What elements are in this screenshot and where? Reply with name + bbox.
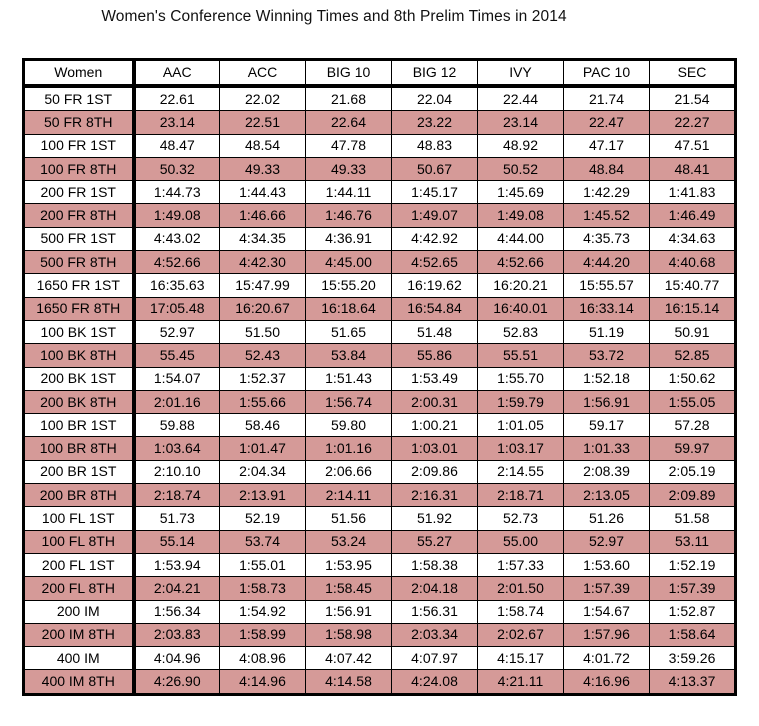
row-label: 200 IM 8TH xyxy=(24,623,134,646)
time-cell: 4:34.35 xyxy=(220,227,306,250)
row-label: 200 BK 8TH xyxy=(24,390,134,413)
row-label: 500 FR 8TH xyxy=(24,251,134,274)
time-cell: 1:41.83 xyxy=(650,181,736,204)
time-cell: 1:57.39 xyxy=(650,577,736,600)
row-label: 200 FL 8TH xyxy=(24,577,134,600)
time-cell: 53.24 xyxy=(306,530,392,553)
time-cell: 4:42.92 xyxy=(392,227,478,250)
time-cell: 21.74 xyxy=(564,86,650,111)
time-cell: 15:55.20 xyxy=(306,274,392,297)
time-cell: 51.48 xyxy=(392,320,478,343)
time-cell: 1:44.73 xyxy=(134,181,220,204)
time-cell: 1:03.01 xyxy=(392,437,478,460)
time-cell: 2:18.74 xyxy=(134,484,220,507)
time-cell: 52.43 xyxy=(220,344,306,367)
time-cell: 15:40.77 xyxy=(650,274,736,297)
time-cell: 23.14 xyxy=(478,111,564,134)
time-cell: 59.17 xyxy=(564,414,650,437)
time-cell: 16:35.63 xyxy=(134,274,220,297)
row-label: 100 FR 1ST xyxy=(24,134,134,157)
time-cell: 49.33 xyxy=(220,157,306,180)
time-cell: 1:01.47 xyxy=(220,437,306,460)
time-cell: 58.46 xyxy=(220,414,306,437)
time-cell: 48.84 xyxy=(564,157,650,180)
time-cell: 55.00 xyxy=(478,530,564,553)
time-cell: 4:24.08 xyxy=(392,670,478,694)
time-cell: 22.04 xyxy=(392,86,478,111)
time-cell: 55.86 xyxy=(392,344,478,367)
time-cell: 48.47 xyxy=(134,134,220,157)
row-label: 400 IM 8TH xyxy=(24,670,134,694)
time-cell: 52.73 xyxy=(478,507,564,530)
row-label: 100 FL 8TH xyxy=(24,530,134,553)
time-cell: 51.65 xyxy=(306,320,392,343)
time-cell: 1:56.34 xyxy=(134,600,220,623)
time-cell: 52.97 xyxy=(134,320,220,343)
time-cell: 59.88 xyxy=(134,414,220,437)
time-cell: 52.85 xyxy=(650,344,736,367)
time-cell: 22.02 xyxy=(220,86,306,111)
time-cell: 2:01.50 xyxy=(478,577,564,600)
table-row xyxy=(24,86,736,111)
time-cell: 4:21.11 xyxy=(478,670,564,694)
time-cell: 1:53.60 xyxy=(564,553,650,576)
time-cell: 48.83 xyxy=(392,134,478,157)
time-cell: 1:49.07 xyxy=(392,204,478,227)
time-cell: 49.33 xyxy=(306,157,392,180)
header-row xyxy=(24,60,736,87)
row-label: 200 IM xyxy=(24,600,134,623)
row-label: 100 BR 1ST xyxy=(24,414,134,437)
column-header: PAC 10 xyxy=(564,60,650,87)
time-cell: 1:57.39 xyxy=(564,577,650,600)
time-cell: 4:52.66 xyxy=(134,251,220,274)
time-cell: 4:07.97 xyxy=(392,647,478,670)
time-cell: 1:56.31 xyxy=(392,600,478,623)
row-label: 100 BR 8TH xyxy=(24,437,134,460)
row-label: 200 BK 1ST xyxy=(24,367,134,390)
time-cell: 4:44.20 xyxy=(564,251,650,274)
time-cell: 50.91 xyxy=(650,320,736,343)
time-cell: 1:01.33 xyxy=(564,437,650,460)
table-row xyxy=(24,623,736,646)
table-row xyxy=(24,181,736,204)
time-cell: 16:18.64 xyxy=(306,297,392,320)
time-cell: 47.17 xyxy=(564,134,650,157)
time-cell: 1:55.70 xyxy=(478,367,564,390)
time-cell: 57.28 xyxy=(650,414,736,437)
table-row xyxy=(24,577,736,600)
time-cell: 51.73 xyxy=(134,507,220,530)
time-cell: 4:26.90 xyxy=(134,670,220,694)
time-cell: 53.74 xyxy=(220,530,306,553)
time-cell: 2:14.11 xyxy=(306,484,392,507)
time-cell: 1:49.08 xyxy=(478,204,564,227)
time-cell: 51.19 xyxy=(564,320,650,343)
table-row xyxy=(24,320,736,343)
time-cell: 47.78 xyxy=(306,134,392,157)
time-cell: 47.51 xyxy=(650,134,736,157)
table-row xyxy=(24,227,736,250)
time-cell: 1:55.05 xyxy=(650,390,736,413)
time-cell: 2:09.89 xyxy=(650,484,736,507)
table-row xyxy=(24,274,736,297)
time-cell: 51.92 xyxy=(392,507,478,530)
time-cell: 1:54.07 xyxy=(134,367,220,390)
time-cell: 4:45.00 xyxy=(306,251,392,274)
table-row xyxy=(24,507,736,530)
time-cell: 1:52.87 xyxy=(650,600,736,623)
time-cell: 17:05.48 xyxy=(134,297,220,320)
time-cell: 4:35.73 xyxy=(564,227,650,250)
time-cell: 1:52.19 xyxy=(650,553,736,576)
time-cell: 23.14 xyxy=(134,111,220,134)
time-cell: 23.22 xyxy=(392,111,478,134)
table-row xyxy=(24,600,736,623)
time-cell: 16:15.14 xyxy=(650,297,736,320)
row-label: 100 BK 1ST xyxy=(24,320,134,343)
row-label: 100 BK 8TH xyxy=(24,344,134,367)
time-cell: 52.83 xyxy=(478,320,564,343)
time-cell: 1:45.69 xyxy=(478,181,564,204)
column-header: AAC xyxy=(134,60,220,87)
time-cell: 16:54.84 xyxy=(392,297,478,320)
table-row xyxy=(24,437,736,460)
row-label: 200 BR 8TH xyxy=(24,484,134,507)
time-cell: 1:46.66 xyxy=(220,204,306,227)
column-header: SEC xyxy=(650,60,736,87)
time-cell: 2:13.05 xyxy=(564,484,650,507)
time-cell: 1:54.92 xyxy=(220,600,306,623)
time-cell: 1:56.91 xyxy=(306,600,392,623)
time-cell: 4:52.65 xyxy=(392,251,478,274)
row-label: 50 FR 8TH xyxy=(24,111,134,134)
time-cell: 15:55.57 xyxy=(564,274,650,297)
time-cell: 2:13.91 xyxy=(220,484,306,507)
column-header: ACC xyxy=(220,60,306,87)
time-cell: 52.97 xyxy=(564,530,650,553)
time-cell: 4:13.37 xyxy=(650,670,736,694)
time-cell: 48.54 xyxy=(220,134,306,157)
time-cell: 1:58.74 xyxy=(478,600,564,623)
row-label: 1650 FR 8TH xyxy=(24,297,134,320)
table-row xyxy=(24,484,736,507)
time-cell: 55.45 xyxy=(134,344,220,367)
time-cell: 1:59.79 xyxy=(478,390,564,413)
time-cell: 52.19 xyxy=(220,507,306,530)
table-row xyxy=(24,204,736,227)
time-cell: 4:14.58 xyxy=(306,670,392,694)
row-label: 100 FR 8TH xyxy=(24,157,134,180)
time-cell: 22.27 xyxy=(650,111,736,134)
time-cell: 1:42.29 xyxy=(564,181,650,204)
time-cell: 16:19.62 xyxy=(392,274,478,297)
time-cell: 15:47.99 xyxy=(220,274,306,297)
time-cell: 2:02.67 xyxy=(478,623,564,646)
time-cell: 1:58.64 xyxy=(650,623,736,646)
time-cell: 2:03.83 xyxy=(134,623,220,646)
time-cell: 55.14 xyxy=(134,530,220,553)
table-row xyxy=(24,530,736,553)
time-cell: 53.11 xyxy=(650,530,736,553)
time-cell: 22.64 xyxy=(306,111,392,134)
table-body xyxy=(24,86,736,694)
time-cell: 2:18.71 xyxy=(478,484,564,507)
time-cell: 22.61 xyxy=(134,86,220,111)
time-cell: 2:05.19 xyxy=(650,460,736,483)
time-cell: 2:04.18 xyxy=(392,577,478,600)
time-cell: 2:08.39 xyxy=(564,460,650,483)
time-cell: 50.52 xyxy=(478,157,564,180)
row-label: 50 FR 1ST xyxy=(24,86,134,111)
time-cell: 1:00.21 xyxy=(392,414,478,437)
time-cell: 50.32 xyxy=(134,157,220,180)
time-cell: 1:58.98 xyxy=(306,623,392,646)
row-label: 200 BR 1ST xyxy=(24,460,134,483)
times-table xyxy=(22,58,737,696)
time-cell: 2:04.21 xyxy=(134,577,220,600)
time-cell: 59.80 xyxy=(306,414,392,437)
row-label: 200 FR 8TH xyxy=(24,204,134,227)
time-cell: 4:01.72 xyxy=(564,647,650,670)
table-row xyxy=(24,414,736,437)
time-cell: 51.56 xyxy=(306,507,392,530)
page-title: Women's Conference Winning Times and 8th Prelim Times in 2014 xyxy=(101,8,567,25)
time-cell: 1:51.43 xyxy=(306,367,392,390)
time-cell: 4:52.66 xyxy=(478,251,564,274)
time-cell: 4:44.00 xyxy=(478,227,564,250)
table-row xyxy=(24,251,736,274)
time-cell: 4:36.91 xyxy=(306,227,392,250)
time-cell: 1:03.64 xyxy=(134,437,220,460)
row-label: 100 FL 1ST xyxy=(24,507,134,530)
time-cell: 1:54.67 xyxy=(564,600,650,623)
time-cell: 51.58 xyxy=(650,507,736,530)
table-row xyxy=(24,297,736,320)
time-cell: 2:16.31 xyxy=(392,484,478,507)
time-cell: 3:59.26 xyxy=(650,647,736,670)
time-cell: 59.97 xyxy=(650,437,736,460)
time-cell: 2:04.34 xyxy=(220,460,306,483)
time-cell: 16:40.01 xyxy=(478,297,564,320)
time-cell: 1:52.18 xyxy=(564,367,650,390)
time-cell: 4:08.96 xyxy=(220,647,306,670)
time-cell: 1:50.62 xyxy=(650,367,736,390)
table-row xyxy=(24,344,736,367)
row-label: 200 FL 1ST xyxy=(24,553,134,576)
time-cell: 48.92 xyxy=(478,134,564,157)
time-cell: 1:44.11 xyxy=(306,181,392,204)
time-cell: 16:20.67 xyxy=(220,297,306,320)
time-cell: 4:15.17 xyxy=(478,647,564,670)
time-cell: 1:57.96 xyxy=(564,623,650,646)
table-row xyxy=(24,670,736,694)
time-cell: 22.44 xyxy=(478,86,564,111)
row-label: 1650 FR 1ST xyxy=(24,274,134,297)
table-row xyxy=(24,460,736,483)
time-cell: 1:46.49 xyxy=(650,204,736,227)
time-cell: 1:52.37 xyxy=(220,367,306,390)
time-cell: 2:09.86 xyxy=(392,460,478,483)
column-header: IVY xyxy=(478,60,564,87)
time-cell: 4:43.02 xyxy=(134,227,220,250)
time-cell: 53.84 xyxy=(306,344,392,367)
column-header: Women xyxy=(24,60,134,87)
time-cell: 1:01.16 xyxy=(306,437,392,460)
time-cell: 2:06.66 xyxy=(306,460,392,483)
time-cell: 1:58.99 xyxy=(220,623,306,646)
time-cell: 53.72 xyxy=(564,344,650,367)
time-cell: 1:53.49 xyxy=(392,367,478,390)
time-cell: 1:53.94 xyxy=(134,553,220,576)
time-cell: 4:42.30 xyxy=(220,251,306,274)
time-cell: 55.27 xyxy=(392,530,478,553)
time-cell: 2:10.10 xyxy=(134,460,220,483)
time-cell: 1:58.73 xyxy=(220,577,306,600)
table-row xyxy=(24,647,736,670)
time-cell: 1:49.08 xyxy=(134,204,220,227)
row-label: 400 IM xyxy=(24,647,134,670)
time-cell: 4:04.96 xyxy=(134,647,220,670)
row-label: 500 FR 1ST xyxy=(24,227,134,250)
time-cell: 22.51 xyxy=(220,111,306,134)
row-label: 200 FR 1ST xyxy=(24,181,134,204)
time-cell: 1:56.74 xyxy=(306,390,392,413)
time-cell: 1:56.91 xyxy=(564,390,650,413)
time-cell: 2:00.31 xyxy=(392,390,478,413)
time-cell: 1:45.52 xyxy=(564,204,650,227)
time-cell: 1:53.95 xyxy=(306,553,392,576)
time-cell: 51.26 xyxy=(564,507,650,530)
time-cell: 16:20.21 xyxy=(478,274,564,297)
time-cell: 51.50 xyxy=(220,320,306,343)
table-row xyxy=(24,157,736,180)
table-row xyxy=(24,367,736,390)
time-cell: 2:01.16 xyxy=(134,390,220,413)
time-cell: 2:03.34 xyxy=(392,623,478,646)
time-cell: 55.51 xyxy=(478,344,564,367)
time-cell: 1:46.76 xyxy=(306,204,392,227)
time-cell: 4:14.96 xyxy=(220,670,306,694)
table-row xyxy=(24,390,736,413)
time-cell: 1:57.33 xyxy=(478,553,564,576)
table-row xyxy=(24,111,736,134)
time-cell: 1:58.45 xyxy=(306,577,392,600)
time-cell: 21.68 xyxy=(306,86,392,111)
time-cell: 22.47 xyxy=(564,111,650,134)
time-cell: 21.54 xyxy=(650,86,736,111)
time-cell: 48.41 xyxy=(650,157,736,180)
time-cell: 1:58.38 xyxy=(392,553,478,576)
time-cell: 4:34.63 xyxy=(650,227,736,250)
time-cell: 4:16.96 xyxy=(564,670,650,694)
time-cell: 2:14.55 xyxy=(478,460,564,483)
column-header: BIG 12 xyxy=(392,60,478,87)
column-header: BIG 10 xyxy=(306,60,392,87)
time-cell: 1:45.17 xyxy=(392,181,478,204)
time-cell: 1:44.43 xyxy=(220,181,306,204)
time-cell: 1:55.66 xyxy=(220,390,306,413)
time-cell: 1:03.17 xyxy=(478,437,564,460)
time-cell: 50.67 xyxy=(392,157,478,180)
time-cell: 4:40.68 xyxy=(650,251,736,274)
time-cell: 1:55.01 xyxy=(220,553,306,576)
table-row xyxy=(24,134,736,157)
time-cell: 1:01.05 xyxy=(478,414,564,437)
time-cell: 4:07.42 xyxy=(306,647,392,670)
time-cell: 16:33.14 xyxy=(564,297,650,320)
table-row xyxy=(24,553,736,576)
